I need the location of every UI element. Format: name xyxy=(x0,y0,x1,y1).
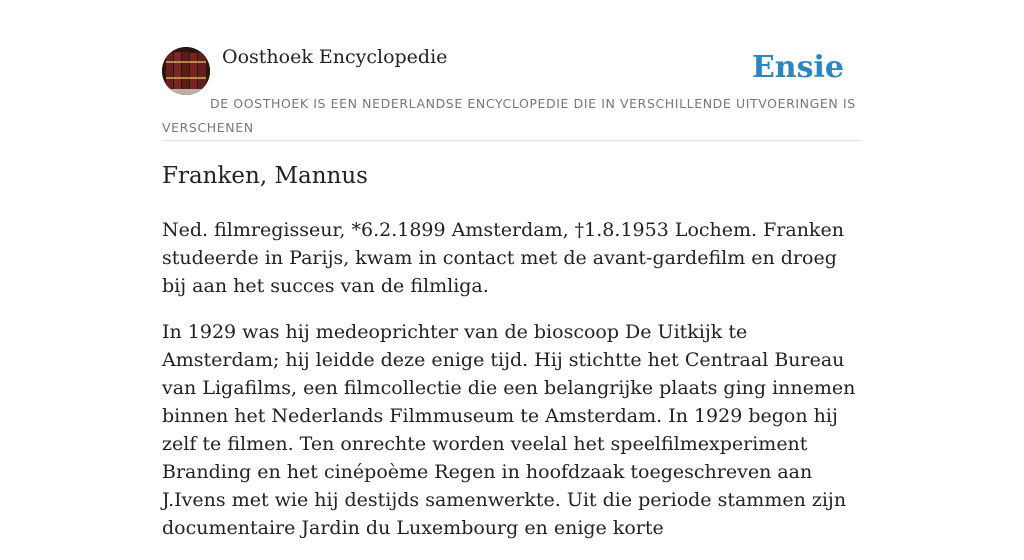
books-graphic xyxy=(162,47,210,95)
article-body xyxy=(162,216,866,560)
site-tagline: DE OOSTHOEK IS EEN NEDERLANDSE ENCYCLOPEDIE DIE IN VERSCHILLENDE UITVOERINGEN IS VERSCHENEN xyxy=(162,96,856,135)
encyclopedia-books-icon[interactable] xyxy=(162,47,210,95)
site-header xyxy=(162,0,862,141)
article-title: Franken, Mannus xyxy=(162,163,368,189)
site-title[interactable]: Oosthoek Encyclopedie xyxy=(222,46,448,68)
brand-logo[interactable]: Ensie xyxy=(751,50,844,85)
article-paragraph: Ned. filmregisseur, *6.2.1899 Amsterdam, †1.8.1953 Lochem. Franken studeerde in Parijs, kwam in contact met de avant-gardefilm en droeg bij aan het succes van de filmliga. xyxy=(162,219,844,297)
article-paragraph: In 1929 was hij medeoprichter van de bioscoop De Uitkijk te Amsterdam; hij leidde deze enige tijd. Hij stichtte het Centraal Bureau van Ligafilms, een filmcollectie die een belangrijke plaats ging innemen binnen het Nederlands Filmmuseum te Amsterdam. In 1929 begon hij zelf te filmen. Ten onrechte worden veelal het speelfilmexperiment Branding en het cinépoème Regen in hoofdzaak toegeschreven aan J.Ivens met wie hij destijds samenwerkte. Uit die periode stammen zijn documentaire Jardin du Luxembourg en enige korte xyxy=(162,321,856,539)
page-container xyxy=(162,0,862,539)
